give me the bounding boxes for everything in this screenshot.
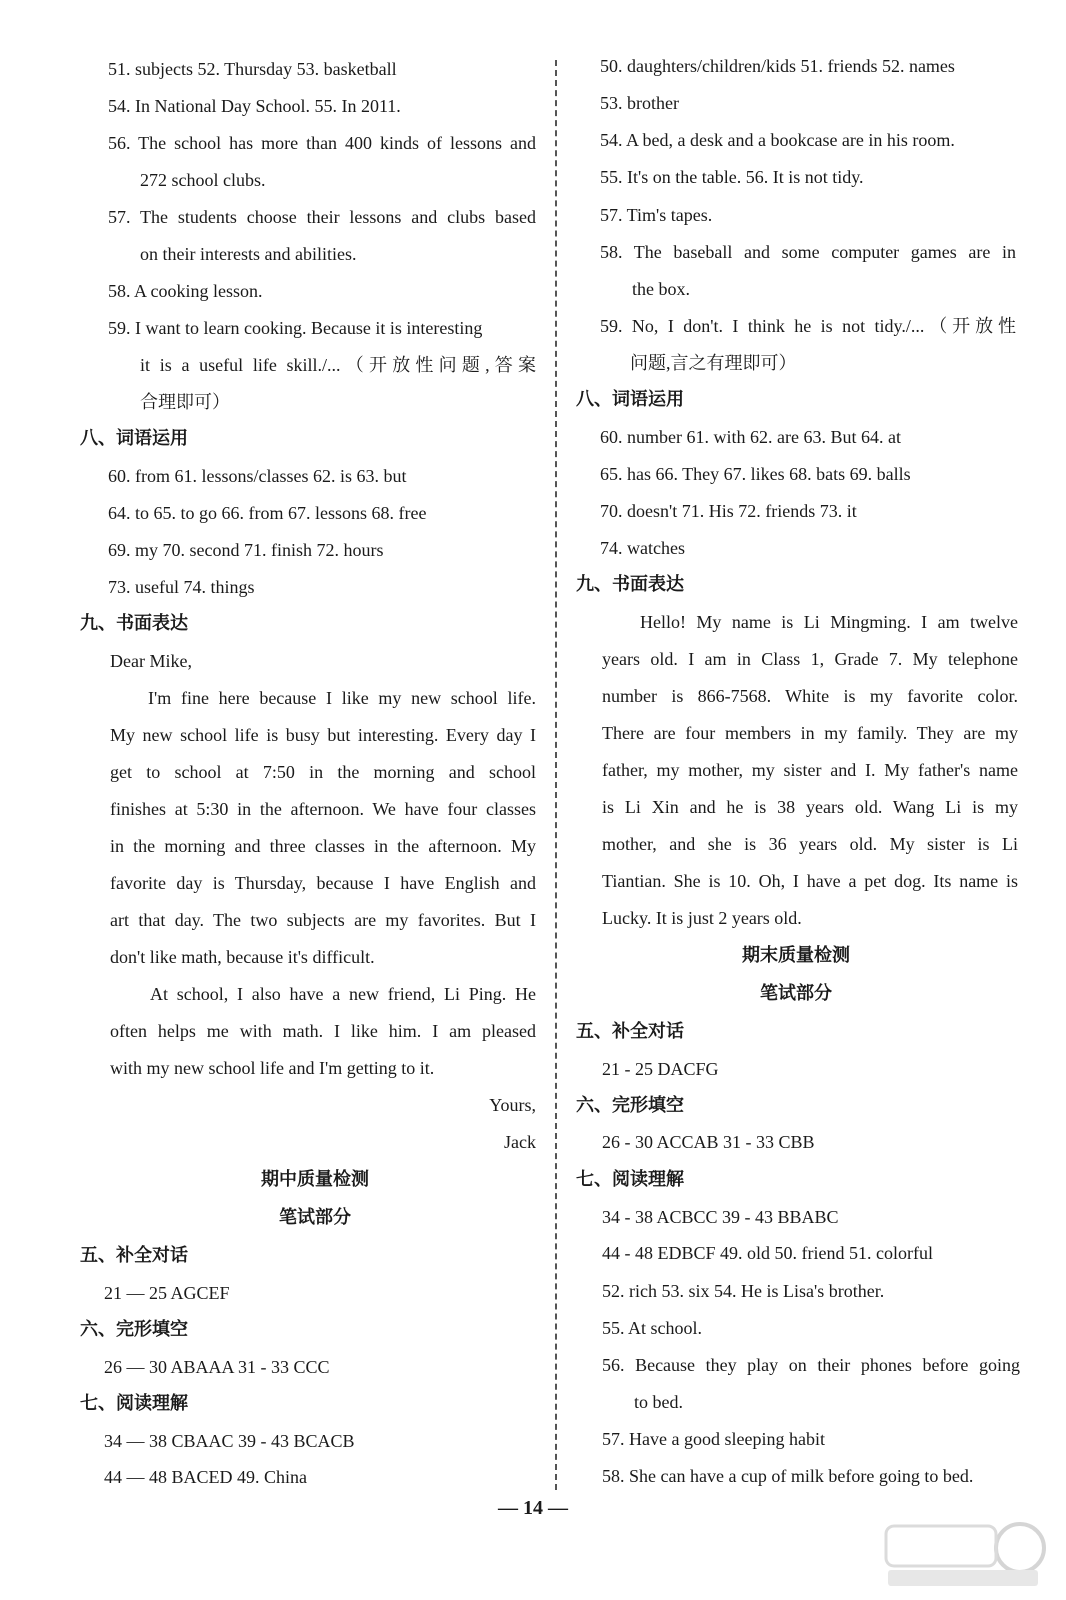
- answer-line: 59. I want to learn cooking. Because it is interesting: [108, 318, 483, 338]
- answer-line: 44 — 48 BACED 49. China: [104, 1467, 308, 1487]
- letter-closing: Yours,: [489, 1095, 536, 1115]
- answer-line: 57. The students choose their lessons and clubs based: [108, 207, 536, 227]
- page-number: — 14 —: [498, 1497, 568, 1519]
- essay-line: years old. I am in Class 1, Grade 7. My telephone: [602, 649, 1018, 669]
- column-divider: [555, 60, 557, 1490]
- section-heading: 八、词语运用: [80, 428, 188, 449]
- exam-subtitle: 笔试部分: [760, 983, 832, 1004]
- letter-salutation: Dear Mike,: [110, 651, 192, 671]
- essay-line: mother, and she is 36 years old. My sister is Li: [602, 834, 1018, 854]
- essay-line: My new school life is busy but interesting. Every day I: [110, 725, 536, 745]
- essay-line: favorite day is Thursday, because I have English and: [110, 873, 536, 893]
- answer-line: 54. A bed, a desk and a bookcase are in his room.: [600, 130, 955, 150]
- answer-line: 60. number 61. with 62. are 63. But 64. at: [600, 427, 901, 447]
- answer-line: 44 - 48 EDBCF 49. old 50. friend 51. colorful: [602, 1243, 933, 1263]
- answer-line: 56. The school has more than 400 kinds of lessons and: [108, 133, 536, 153]
- answer-line: 34 - 38 ACBCC 39 - 43 BBABC: [602, 1207, 839, 1227]
- watermark-logo: [878, 1520, 1048, 1590]
- answer-line: 69. my 70. second 71. finish 72. hours: [108, 540, 384, 560]
- essay-line: Lucky. It is just 2 years old.: [602, 908, 802, 928]
- essay-line: in the morning and three classes in the afternoon. My: [110, 836, 536, 856]
- section-heading: 八、词语运用: [576, 389, 684, 410]
- essay-line: Hello! My name is Li Mingming. I am twelve: [640, 612, 1018, 632]
- answer-line: 53. brother: [600, 93, 679, 113]
- answer-line: 合理即可）: [140, 392, 230, 412]
- answer-line: 57. Tim's tapes.: [600, 205, 713, 225]
- answer-line: 52. rich 53. six 54. He is Lisa's brother.: [602, 1281, 885, 1301]
- answer-line: to bed.: [634, 1392, 683, 1412]
- section-heading: 五、补全对话: [80, 1245, 188, 1266]
- essay-line: don't like math, because it's difficult.: [110, 947, 375, 967]
- essay-line: often helps me with math. I like him. I am pleased: [110, 1021, 536, 1041]
- answer-line: 74. watches: [600, 538, 685, 558]
- answer-line: 73. useful 74. things: [108, 577, 255, 597]
- answer-line: the box.: [632, 279, 690, 299]
- essay-line: number is 866-7568. White is my favorite color.: [602, 686, 1018, 706]
- section-heading: 九、书面表达: [80, 613, 188, 634]
- answer-line: 55. At school.: [602, 1318, 703, 1338]
- essay-line: There are four members in my family. They are my: [602, 723, 1018, 743]
- answer-line: 58. A cooking lesson.: [108, 281, 263, 301]
- exam-title: 期末质量检测: [742, 945, 850, 966]
- essay-line: get to school at 7:50 in the morning and school: [110, 762, 536, 782]
- section-heading: 六、完形填空: [80, 1319, 188, 1340]
- answer-line: 64. to 65. to go 66. from 67. lessons 68. free: [108, 503, 427, 523]
- answer-line: 26 — 30 ABAAA 31 - 33 CCC: [104, 1357, 330, 1377]
- exam-title: 期中质量检测: [261, 1169, 369, 1190]
- answer-line: 65. has 66. They 67. likes 68. bats 69. balls: [600, 464, 911, 484]
- answer-line: 272 school clubs.: [140, 170, 266, 190]
- answer-line: 51. subjects 52. Thursday 53. basketball: [108, 59, 397, 79]
- essay-line: At school, I also have a new friend, Li Ping. He: [150, 984, 536, 1004]
- answer-line: 60. from 61. lessons/classes 62. is 63. but: [108, 466, 407, 486]
- section-heading: 七、阅读理解: [576, 1169, 684, 1190]
- answer-line: 21 — 25 AGCEF: [104, 1283, 230, 1303]
- section-heading: 七、阅读理解: [80, 1393, 188, 1414]
- answer-line: 58. The baseball and some computer games are in: [600, 242, 1016, 262]
- essay-line: father, my mother, my sister and I. My father's name: [602, 760, 1018, 780]
- essay-line: I'm fine here because I like my new school life.: [148, 688, 536, 708]
- letter-signature: Jack: [504, 1132, 536, 1152]
- section-heading: 六、完形填空: [576, 1095, 684, 1116]
- essay-line: finishes at 5:30 in the afternoon. We have four classes: [110, 799, 536, 819]
- answer-line: 50. daughters/children/kids 51. friends 52. names: [600, 56, 955, 76]
- answer-line: 56. Because they play on their phones before going: [602, 1355, 1020, 1375]
- exam-subtitle: 笔试部分: [279, 1207, 351, 1228]
- answer-line: 55. It's on the table. 56. It is not tidy.: [600, 167, 864, 187]
- answer-line: 34 — 38 CBAAC 39 - 43 BCACB: [104, 1431, 355, 1451]
- answer-line: 问题,言之有理即可）: [630, 353, 797, 373]
- section-heading: 五、补全对话: [576, 1021, 684, 1042]
- answer-line: it is a useful life skill./...（开放性问题,答案: [140, 355, 536, 375]
- answer-line: on their interests and abilities.: [140, 244, 357, 264]
- answer-line: 21 - 25 DACFG: [602, 1059, 719, 1079]
- answer-line: 59. No, I don't. I think he is not tidy./...（开放性: [600, 316, 1016, 336]
- essay-line: Tiantian. She is 10. Oh, I have a pet dog. Its name is: [602, 871, 1018, 891]
- answer-line: 57. Have a good sleeping habit: [602, 1429, 825, 1449]
- essay-line: art that day. The two subjects are my favorites. But I: [110, 910, 536, 930]
- essay-line: is Li Xin and he is 38 years old. Wang Li is my: [602, 797, 1018, 817]
- answer-line: 54. In National Day School. 55. In 2011.: [108, 96, 401, 116]
- essay-line: with my new school life and I'm getting to it.: [110, 1058, 435, 1078]
- answer-line: 70. doesn't 71. His 72. friends 73. it: [600, 501, 857, 521]
- answer-line: 58. She can have a cup of milk before going to bed.: [602, 1466, 974, 1486]
- section-heading: 九、书面表达: [576, 574, 684, 595]
- answer-line: 26 - 30 ACCAB 31 - 33 CBB: [602, 1132, 815, 1152]
